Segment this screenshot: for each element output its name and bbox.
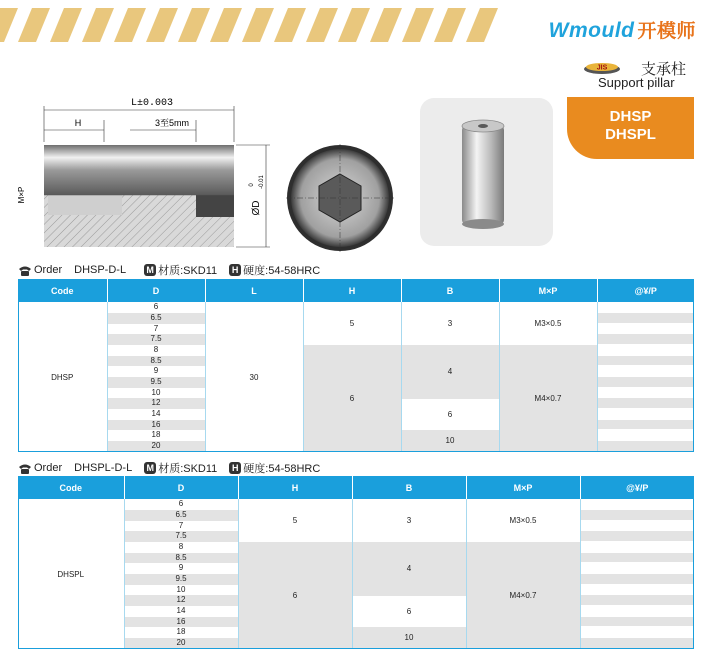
d-value: 8 — [178, 541, 184, 551]
table-header-row — [18, 476, 694, 499]
price-cell — [597, 302, 694, 452]
d-value: 12 — [108, 398, 205, 409]
brand-logo — [549, 16, 696, 43]
mxp-dimension: M×P — [17, 186, 26, 204]
d-value: 8 — [153, 344, 159, 354]
d-value: 20 — [125, 638, 238, 649]
d-value: 6 — [153, 302, 159, 312]
pillar-side-view — [44, 145, 234, 195]
column-header: @¥/P — [580, 476, 694, 499]
material-spec: 材质:SKD11 — [158, 265, 218, 277]
order-label: Order — [34, 462, 63, 474]
d-value: 7.5 — [125, 531, 238, 542]
d-value: 9.5 — [125, 574, 238, 585]
d-value: 9.5 — [108, 377, 205, 388]
d-value: 7 — [153, 323, 159, 333]
column-header: M×P — [466, 476, 580, 499]
mxp-value: M3×0.5 — [500, 302, 597, 345]
column-header: @¥/P — [597, 279, 694, 302]
h-value: 5 — [239, 499, 352, 542]
phone-icon — [18, 463, 32, 474]
column-header: L — [205, 279, 303, 302]
hardness-spec: 硬度:54-58HRC — [243, 265, 321, 277]
mxp-value: M4×0.7 — [500, 345, 597, 452]
b-value: 6 — [353, 596, 466, 627]
column-header: Code — [18, 476, 124, 499]
code-cell: DHSPL — [18, 499, 124, 649]
spec-table-dhspl — [18, 476, 694, 649]
mxp-values-cell — [466, 499, 580, 649]
tolerance-upper: 0 — [249, 183, 255, 187]
d-value: 8.5 — [108, 356, 205, 367]
column-header: M×P — [499, 279, 597, 302]
l-value-cell: 30 — [205, 302, 303, 452]
order-code: DHSPL-D-L — [74, 462, 133, 474]
column-header: D — [124, 476, 238, 499]
d-value: 6.5 — [125, 510, 238, 521]
table-row — [18, 499, 694, 649]
phone-icon — [18, 265, 32, 276]
hardness-spec: 硬度:54-58HRC — [243, 463, 321, 475]
column-header: B — [352, 476, 466, 499]
d-value: 12 — [125, 595, 238, 606]
order-label: Order — [34, 264, 63, 276]
code-label-dhsp: DHSP — [609, 108, 652, 125]
d-value: 9 — [153, 366, 159, 376]
d-value: 9 — [178, 563, 184, 573]
d-value: 6 — [178, 499, 184, 509]
column-header: H — [238, 476, 352, 499]
d-value: 14 — [151, 409, 161, 419]
d-value: 14 — [176, 606, 186, 616]
column-header: B — [401, 279, 499, 302]
product-title-cn: 支承柱 — [641, 61, 687, 78]
d-value: 7.5 — [108, 334, 205, 345]
b-value: 3 — [353, 499, 466, 542]
d-value: 16 — [108, 420, 205, 431]
b-values-cell — [401, 302, 499, 452]
product-photo — [420, 98, 553, 246]
column-header: D — [107, 279, 205, 302]
h-value: 5 — [304, 302, 401, 345]
b-value: 4 — [353, 542, 466, 596]
table-header-row — [18, 279, 694, 302]
order-line-dhspl — [18, 460, 332, 476]
b-values-cell — [352, 499, 466, 649]
pillar-photo-icon — [420, 98, 553, 246]
price-cell — [580, 499, 694, 649]
d-value: 8.5 — [125, 553, 238, 564]
h-dimension: H — [74, 118, 82, 128]
stripe-pattern — [0, 8, 520, 42]
table-row — [18, 302, 694, 452]
d-value: 6.5 — [108, 313, 205, 324]
tolerance-lower: -0.01 — [259, 175, 265, 189]
d-value: 18 — [176, 627, 186, 637]
d-value: 7 — [178, 520, 184, 530]
d-value: 20 — [108, 441, 205, 452]
code-label-dhspl: DHSPL — [605, 126, 656, 143]
d-value: 10 — [176, 584, 186, 594]
mxp-values-cell — [499, 302, 597, 452]
b-value: 3 — [402, 302, 499, 345]
product-code-tab — [567, 97, 694, 159]
order-line-dhsp — [18, 262, 332, 278]
length-dimension: L±0.003 — [130, 98, 174, 109]
column-header: H — [303, 279, 401, 302]
jis-label: JIS — [596, 64, 608, 72]
mxp-value: M4×0.7 — [467, 542, 580, 649]
b-value: 10 — [402, 430, 499, 452]
h-value: 6 — [304, 345, 401, 452]
material-spec: 材质:SKD11 — [158, 463, 218, 475]
d-values-cell — [107, 302, 205, 452]
spec-table-dhsp — [18, 279, 694, 452]
column-header: Code — [18, 279, 107, 302]
diameter-dimension: ØD — [251, 200, 262, 216]
technical-drawing — [0, 90, 420, 260]
material-icon: M — [144, 264, 156, 276]
hardness-icon: H — [229, 462, 241, 474]
range-dimension: 3至5mm — [154, 118, 190, 128]
order-code: DHSP-D-L — [74, 264, 127, 276]
b-value: 10 — [353, 627, 466, 649]
header-banner — [0, 0, 704, 48]
product-title-en: Support pillar — [598, 75, 675, 90]
brand-name-cn: 开模师 — [637, 21, 696, 42]
d-value: 18 — [151, 430, 161, 440]
jis-badge-icon — [582, 58, 622, 76]
hardness-icon: H — [229, 264, 241, 276]
d-value: 10 — [151, 387, 161, 397]
material-icon: M — [144, 462, 156, 474]
b-value: 6 — [402, 399, 499, 430]
h-value: 6 — [239, 542, 352, 649]
code-cell: DHSP — [18, 302, 107, 452]
d-values-cell — [124, 499, 238, 649]
h-values-cell — [303, 302, 401, 452]
brand-name: Wmould — [548, 19, 635, 42]
d-value: 16 — [125, 617, 238, 628]
b-value: 4 — [402, 345, 499, 399]
mxp-value: M3×0.5 — [467, 499, 580, 542]
h-values-cell — [238, 499, 352, 649]
